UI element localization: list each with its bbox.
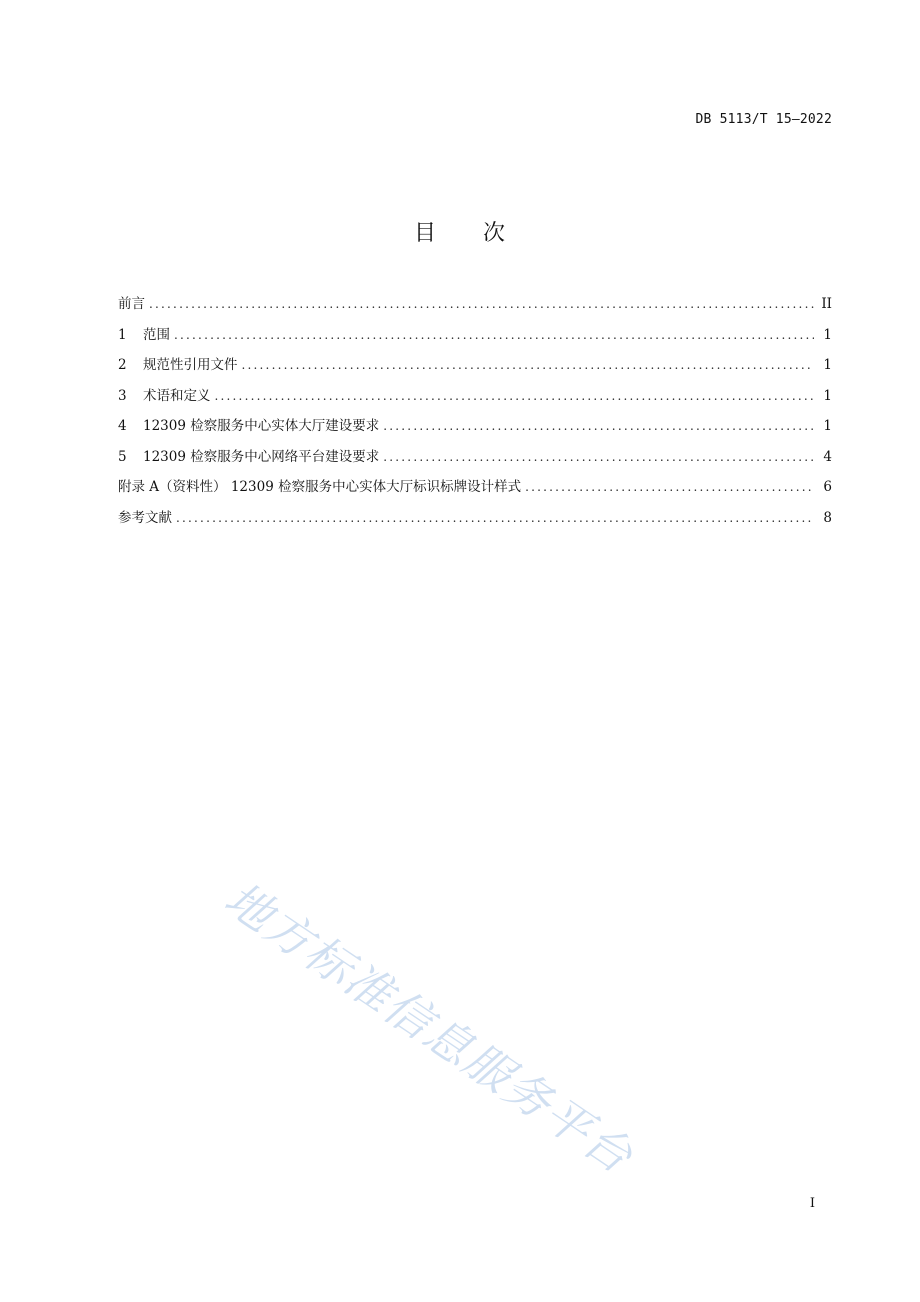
toc-title-left: 目 xyxy=(413,221,437,246)
toc-title xyxy=(0,216,920,247)
toc-entry-foreword[interactable] xyxy=(118,292,832,323)
toc-entry-label: 规范性引用文件 xyxy=(143,357,238,373)
toc-entry-number: 5 xyxy=(118,448,127,465)
toc-entry-page: II xyxy=(821,296,832,312)
toc-leader-dots xyxy=(176,511,814,525)
toc-entry-normative-references[interactable] xyxy=(118,353,832,384)
toc-entry-number: 4 xyxy=(118,418,127,434)
toc-entry-label: 12309 检察服务中心实体大厅建设要求 xyxy=(143,418,380,434)
toc-leader-dots xyxy=(174,328,814,342)
toc-entry-label: 术语和定义 xyxy=(143,387,211,404)
toc-entry-label: 12309 检察服务中心网络平台建设要求 xyxy=(143,448,380,465)
toc-entry-page: 1 xyxy=(823,387,832,404)
toc-entry-page: 1 xyxy=(823,357,832,373)
toc-entry-page: 6 xyxy=(823,479,832,495)
toc-title-right: 次 xyxy=(483,221,507,246)
toc-list xyxy=(118,292,832,536)
toc-entry-number: 2 xyxy=(118,357,127,373)
toc-entry-appendix-a[interactable] xyxy=(118,475,832,506)
toc-entry-page: 1 xyxy=(823,418,832,434)
toc-entry-terms-definitions[interactable] xyxy=(118,384,832,415)
toc-entry-label: 参考文献 xyxy=(118,509,172,526)
toc-leader-dots xyxy=(525,480,814,494)
toc-entry-label: 范围 xyxy=(143,326,170,343)
toc-entry-scope[interactable] xyxy=(118,323,832,354)
toc-entry-label: 附录 A（资料性） 12309 检察服务中心实体大厅标识标牌设计样式 xyxy=(118,479,522,495)
toc-entry-page: 1 xyxy=(823,326,832,343)
toc-leader-dots xyxy=(383,419,814,433)
toc-leader-dots xyxy=(149,297,814,311)
toc-entry-number: 3 xyxy=(118,387,127,404)
toc-entry-number: 1 xyxy=(118,326,127,343)
toc-leader-dots xyxy=(215,389,815,403)
document-code: DB 5113/T 15—2022 xyxy=(695,112,832,127)
toc-leader-dots xyxy=(383,450,814,464)
toc-entry-label: 前言 xyxy=(118,296,145,312)
toc-entry-bibliography[interactable] xyxy=(118,506,832,537)
toc-leader-dots xyxy=(242,358,815,372)
toc-entry-page: 8 xyxy=(823,509,832,526)
page-number: I xyxy=(809,1196,815,1211)
toc-entry-page: 4 xyxy=(823,448,832,465)
toc-entry-hall-requirements[interactable] xyxy=(118,414,832,445)
toc-entry-network-platform-requirements[interactable] xyxy=(118,445,832,476)
watermark: 地方标准信息服务平台 xyxy=(215,871,644,1185)
